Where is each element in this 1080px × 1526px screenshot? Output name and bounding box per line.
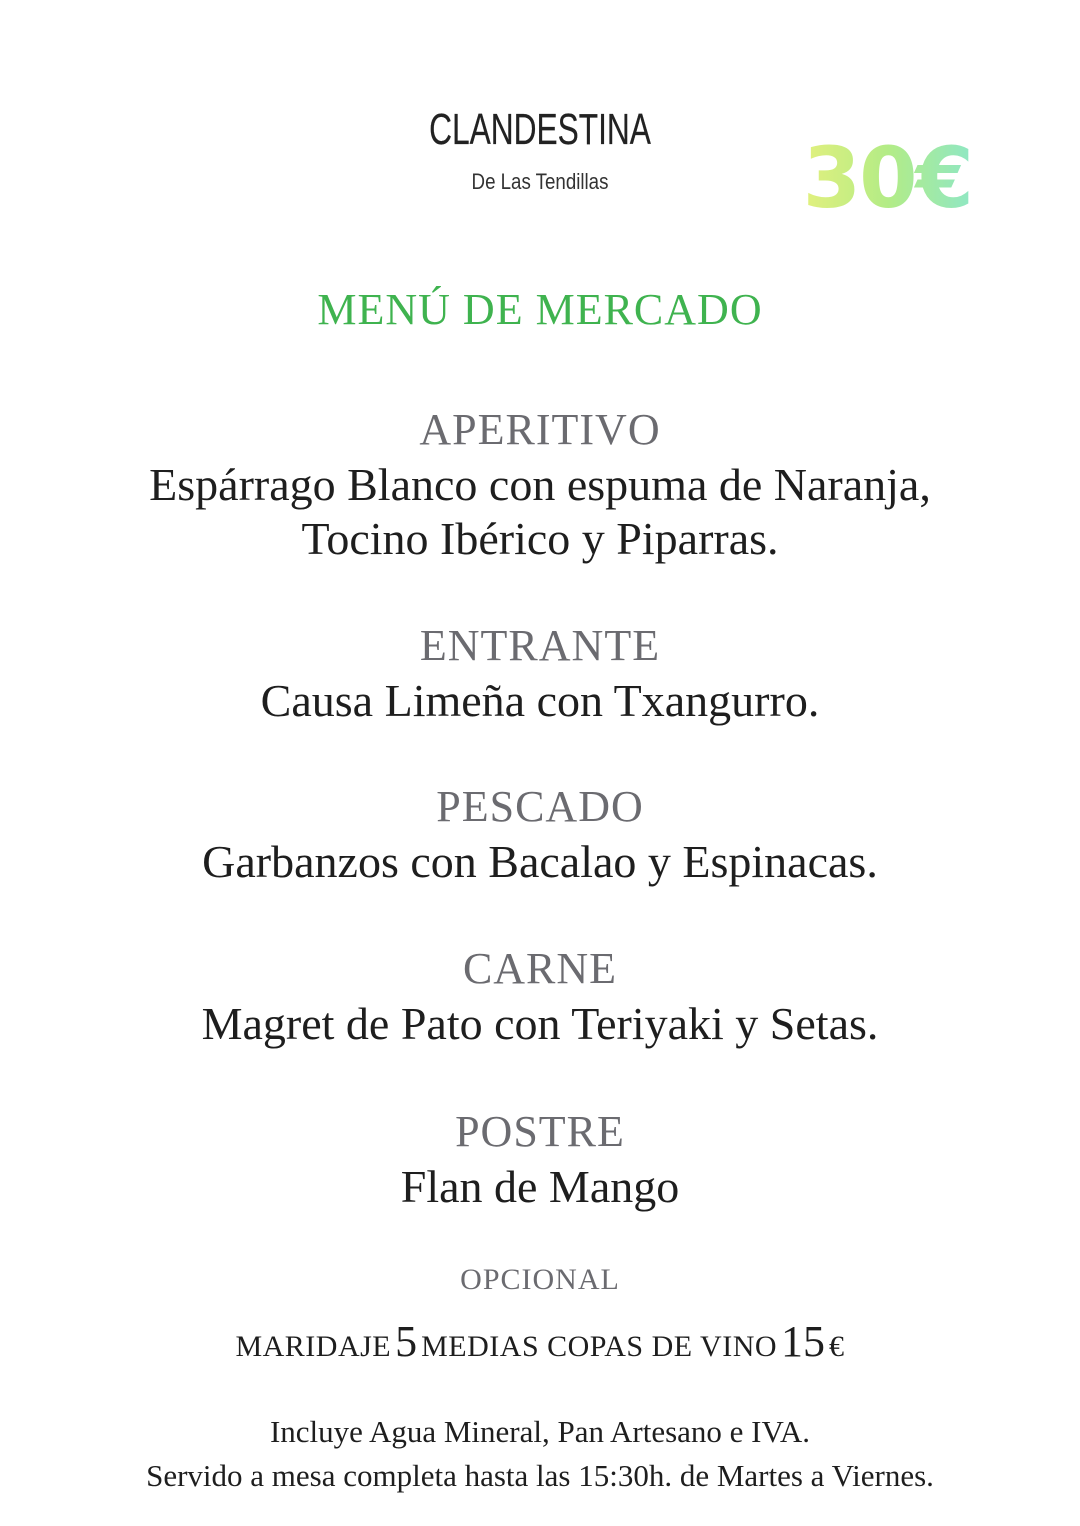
course-entrante xyxy=(0,618,1080,728)
course-label: APERITIVO xyxy=(419,405,661,454)
wine-pairing xyxy=(0,1318,1080,1376)
dish-line: Causa Limeña con Txangurro. xyxy=(260,675,820,726)
dish-line: Espárrago Blanco con espuma de Naranja, xyxy=(149,459,931,510)
course-label: ENTRANTE xyxy=(419,621,661,670)
pairing-price: 15 xyxy=(781,1317,826,1366)
pairing-text: MEDIAS COPAS DE VINO xyxy=(421,1330,778,1363)
dish-line: Magret de Pato con Teriyaki y Setas. xyxy=(201,998,879,1049)
course-pescado xyxy=(0,779,1080,889)
pairing-count: 5 xyxy=(395,1317,418,1366)
pairing-prefix: MARIDAJE xyxy=(235,1330,392,1363)
pairing-currency: € xyxy=(829,1330,845,1363)
course-label: PESCADO xyxy=(436,782,644,831)
menu-price: 30€ xyxy=(802,129,972,227)
logo-name: CLANDESTINA xyxy=(429,105,651,154)
dish-line: Garbanzos con Bacalao y Espinacas. xyxy=(202,836,878,887)
dish-line: Tocino Ibérico y Piparras. xyxy=(301,513,779,564)
footer-line-schedule: Servido a mesa completa hasta las 15:30h. de Martes a Viernes. xyxy=(146,1458,934,1493)
course-label: POSTRE xyxy=(455,1107,625,1156)
footer-notes xyxy=(0,1410,1080,1498)
logo-subtitle: De Las Tendillas xyxy=(471,169,609,194)
course-label: CARNE xyxy=(462,944,618,993)
course-aperitivo xyxy=(0,402,1080,566)
menu-title: MENÚ DE MERCADO xyxy=(317,285,763,334)
course-postre xyxy=(0,1104,1080,1214)
course-carne xyxy=(0,941,1080,1051)
footer-line-included: Incluye Agua Mineral, Pan Artesano e IVA. xyxy=(269,1414,811,1449)
optional-label: OPCIONAL xyxy=(460,1263,620,1296)
dish-line: Flan de Mango xyxy=(400,1161,680,1212)
